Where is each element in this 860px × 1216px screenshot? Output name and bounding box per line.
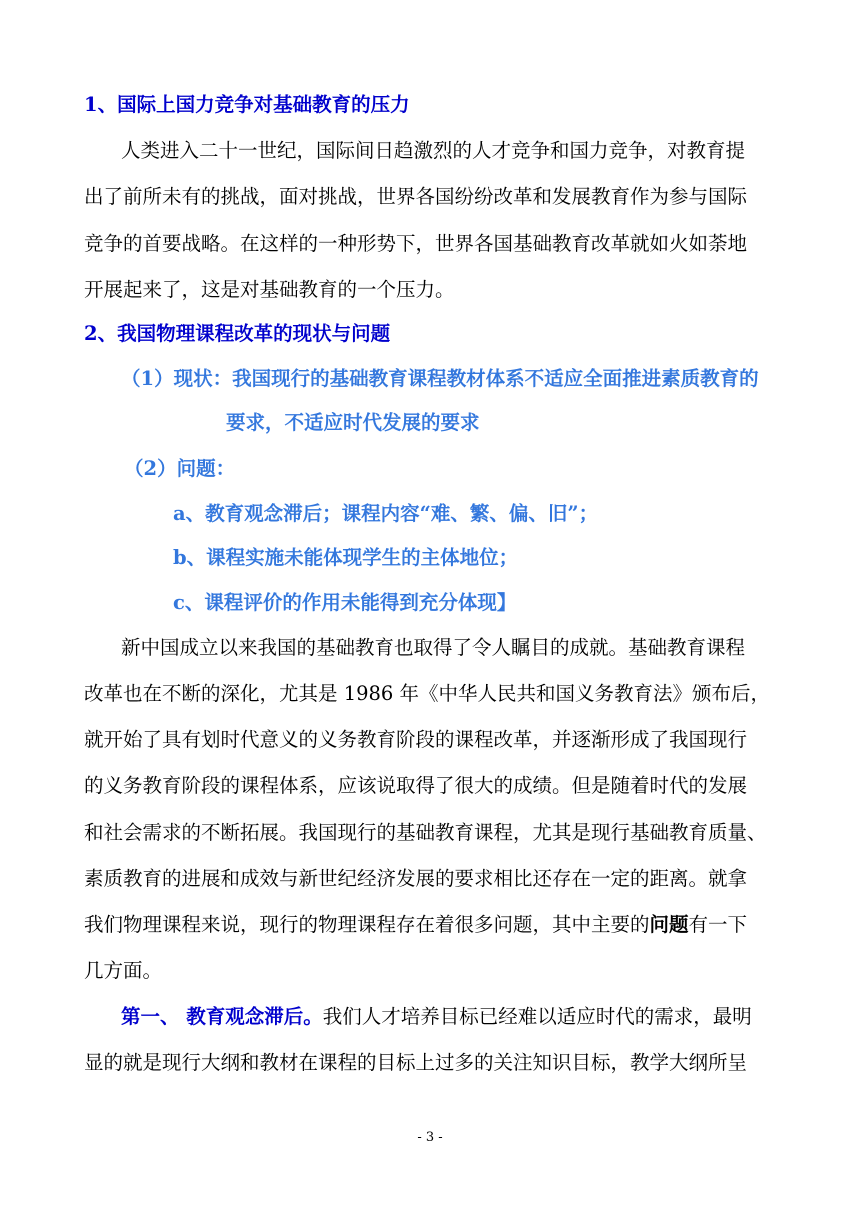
status-line-1: （1）现状：我国现行的基础教育课程教材体系不适应全面推进素质教育的 (121, 367, 759, 390)
para2-line-3: 就开始了具有划时代意义的义务教育阶段的课程改革，并逐渐形成了我国现行 (84, 728, 748, 751)
para2-line-8: 几方面。 (84, 959, 163, 982)
page-number: - 3 - (417, 1130, 443, 1145)
heading-international-pressure: 1、国际上国力竞争对基础教育的压力 (84, 93, 410, 116)
problems-label: （2）问题： (124, 457, 236, 480)
para2-line-4: 的义务教育阶段的课程体系，应该说取得了很大的成绩。但是随着时代的发展 (84, 774, 748, 797)
problem-a: a、教育观念滞后；课程内容“难、繁、偏、旧”； (173, 502, 599, 525)
para3-lead: 第一、 教育观念滞后。 (121, 1005, 323, 1028)
para2-line-5: 和社会需求的不断拓展。我国现行的基础教育课程，尤其是现行基础教育质量、 (84, 821, 767, 844)
para2-emphasis: 问题 (649, 913, 689, 936)
para3-line-2: 显的就是现行大纲和教材在课程的目标上过多的关注知识目标，教学大纲所呈 (84, 1051, 748, 1074)
problem-b: b、课程实施未能体现学生的主体地位； (173, 546, 519, 569)
para2-line-6: 素质教育的进展和成效与新世纪经济发展的要求相比还存在一定的距离。就拿 (84, 867, 748, 890)
para3-line-1-text: 我们人才培养目标已经难以适应时代的需求，最明 (322, 1005, 752, 1028)
para2-line-1: 新中国成立以来我国的基础教育也取得了令人瞩目的成就。基础教育课程 (121, 636, 746, 659)
para1-line-1: 人类进入二十一世纪，国际间日趋激烈的人才竞争和国力竞争，对教育提 (121, 139, 746, 162)
para1-line-4: 开展起来了，这是对基础教育的一个压力。 (84, 278, 455, 301)
para3-line-1 (121, 1004, 752, 1030)
problem-c: c、课程评价的作用未能得到充分体现】 (173, 591, 517, 614)
para2-line-7-tail: 有一下 (688, 913, 748, 936)
para2-line-2: 改革也在不断的深化，尤其是 1986 年《中华人民共和国义务教育法》颁布后， (84, 682, 771, 705)
para1-line-2: 出了前所未有的挑战，面对挑战，世界各国纷纷改革和发展教育作为参与国际 (84, 185, 748, 208)
heading-curriculum-reform: 2、我国物理课程改革的现状与问题 (84, 322, 391, 345)
para1-line-3: 竞争的首要战略。在这样的一种形势下，世界各国基础教育改革就如火如荼地 (84, 232, 748, 255)
para2-line-7 (84, 912, 747, 938)
status-line-2: 要求，不适应时代发展的要求 (226, 411, 480, 434)
para2-line-7-text: 我们物理课程来说，现行的物理课程存在着很多问题，其中主要的 (84, 913, 650, 936)
